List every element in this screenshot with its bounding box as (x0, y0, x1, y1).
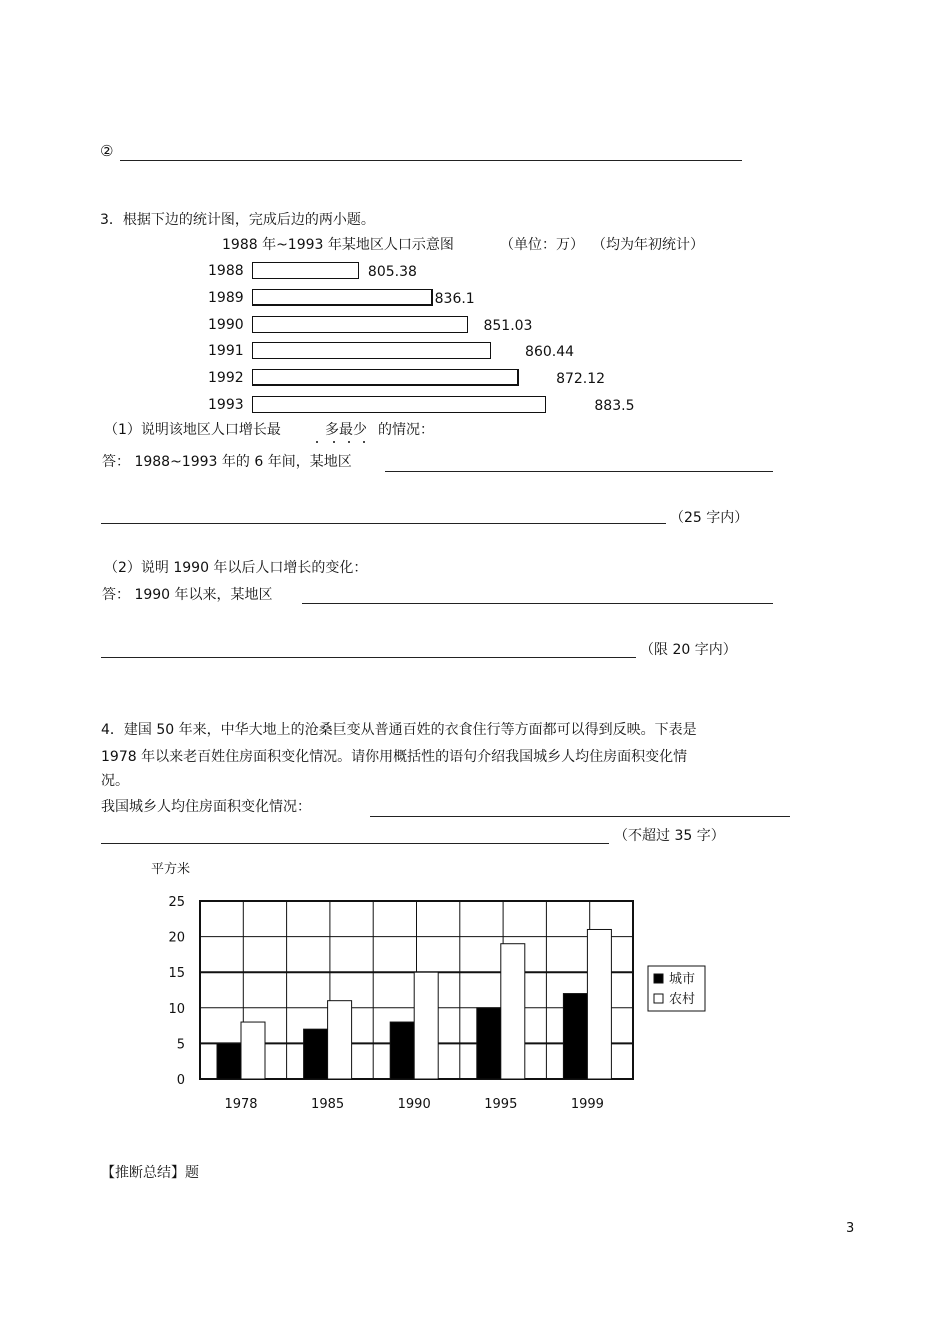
y-tick-label: 5 (176, 1037, 185, 1053)
pop-value-label: 805.38 (367, 264, 417, 280)
y-tick-label: 15 (168, 966, 185, 982)
pop-year-label: 1993 (208, 397, 244, 413)
pop-value-label: 872.12 (556, 371, 606, 388)
pop-year-label: 1991 (208, 343, 244, 360)
pop-value-label: 860.44 (525, 344, 575, 361)
emphasis-dot (333, 441, 335, 443)
answer-line[interactable] (101, 523, 666, 524)
x-tick-label: 1990 (397, 1097, 431, 1112)
rural-bar (501, 944, 525, 1079)
sub2-limit: （限 20 字内） (640, 642, 737, 658)
y-tick-label: 0 (176, 1073, 185, 1088)
sub1-answer-prefix: 答： 1988~1993 年的 6 年间，某地区 (102, 454, 352, 470)
urban-bar (304, 1029, 328, 1079)
pop-bar (252, 316, 468, 333)
urban-bar (217, 1043, 241, 1079)
y-tick-label: 20 (168, 930, 185, 946)
pop-value-label: 851.03 (483, 317, 533, 334)
pop-value-label: 836.1 (434, 290, 475, 307)
pop-year-label: 1988 (208, 263, 244, 279)
emphasis-dot (348, 441, 350, 443)
q4-line1: 4．建国 50 年来，中华大地上的沧桑巨变从普通百姓的衣食住行等方面都可以得到反映。下表是 (101, 722, 697, 738)
pop-bar (252, 396, 546, 413)
emphasis-dot (363, 441, 365, 443)
sub1-question: （1）说明该地区人口增长最 (104, 422, 281, 438)
q4-limit: （不超过 35 字） (614, 828, 725, 844)
q3-intro: 3．根据下边的统计图，完成后边的两小题。 (100, 212, 375, 228)
answer-line[interactable] (101, 843, 609, 844)
x-tick-label: 1978 (224, 1097, 258, 1112)
y-axis-label: 平方米 (151, 862, 191, 877)
urban-bar (563, 994, 587, 1079)
x-tick-label: 1999 (570, 1097, 604, 1112)
x-tick-label: 1995 (484, 1097, 518, 1112)
answer-line[interactable] (101, 657, 636, 658)
sub1-limit: （25 字内） (670, 510, 749, 526)
pop-value-label: 883.5 (594, 398, 635, 414)
x-tick-label: 1985 (311, 1097, 345, 1112)
pop-bar (252, 342, 491, 359)
legend-swatch-rural (654, 994, 663, 1003)
emphasis-dot (316, 441, 318, 443)
population-chart (0, 0, 950, 420)
sub1-emphasis: 多最少 (325, 422, 367, 438)
answer-line[interactable] (385, 471, 773, 472)
sub1-question-end: 的情况： (378, 422, 434, 438)
q4-line3: 况。 (101, 773, 129, 789)
legend-swatch-urban (654, 974, 663, 983)
urban-bar (477, 1008, 501, 1079)
chart-note: （均为年初统计） (592, 237, 704, 253)
rural-bar (328, 1001, 352, 1079)
answer-line[interactable] (302, 603, 773, 604)
y-tick-label: 10 (168, 1001, 185, 1017)
pop-bar (252, 369, 519, 386)
pop-year-label: 1989 (208, 289, 244, 306)
answer-line[interactable] (120, 160, 742, 161)
pop-bar (252, 289, 433, 306)
question-marker: ② (100, 142, 114, 160)
page-number: 3 (846, 1221, 855, 1236)
legend-label: 城市 (669, 972, 696, 987)
rural-bar (414, 972, 438, 1079)
pop-year-label: 1990 (208, 316, 244, 333)
pop-year-label: 1992 (208, 370, 244, 387)
y-tick-label: 25 (168, 895, 185, 910)
urban-bar (390, 1022, 414, 1079)
sub2-question: （2）说明 1990 年以后人口增长的变化： (104, 560, 368, 576)
pop-bar (252, 262, 359, 279)
housing-chart (0, 850, 950, 1140)
chart-unit: （单位：万） (500, 237, 584, 253)
chart-title: 1988 年~1993 年某地区人口示意图 (222, 237, 454, 253)
q4-answer-prefix: 我国城乡人均住房面积变化情况： (101, 799, 311, 815)
section-heading: 【推断总结】题 (101, 1165, 199, 1181)
sub2-answer-prefix: 答： 1990 年以来，某地区 (102, 587, 273, 603)
rural-bar (241, 1022, 265, 1079)
legend-label: 农村 (669, 992, 696, 1007)
q4-line2: 1978 年以来老百姓住房面积变化情况。请你用概括性的语句介绍我国城乡人均住房面积变化情 (101, 749, 688, 765)
rural-bar (587, 929, 611, 1079)
answer-line[interactable] (370, 816, 790, 817)
